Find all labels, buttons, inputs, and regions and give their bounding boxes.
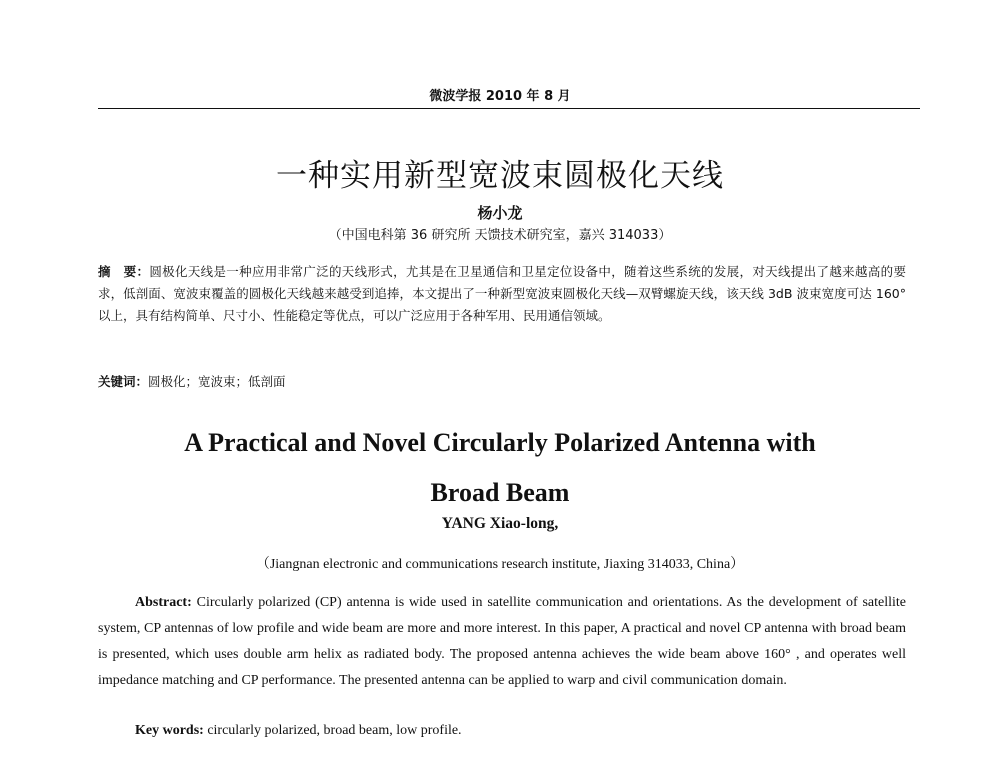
- chinese-keywords-label: 关键词：: [98, 374, 149, 389]
- chinese-abstract-label: 摘 要：: [98, 264, 150, 279]
- chinese-title: 一种实用新型宽波束圆极化天线: [276, 158, 724, 194]
- english-abstract: [98, 590, 906, 694]
- english-title-line-1: A Practical and Novel Circularly Polarized Antenna with: [184, 428, 816, 457]
- chinese-abstract: [98, 261, 906, 327]
- english-title: [0, 418, 1000, 518]
- running-header: 微波学报 2010 年 8 月: [429, 89, 571, 104]
- english-keywords: [135, 718, 905, 744]
- english-keywords-label: Key words:: [135, 723, 204, 738]
- english-keywords-text: circularly polarized, broad beam, low profile.: [203, 723, 462, 738]
- chinese-author: 杨小龙: [477, 204, 523, 222]
- header-rule: [98, 108, 920, 109]
- english-affiliation: （Jiangnan electronic and communications research institute, Jiaxing 314033, China）: [255, 557, 745, 572]
- english-title-line-2: Broad Beam: [430, 478, 570, 507]
- chinese-abstract-text: 圆极化天线是一种应用非常广泛的天线形式，尤其是在卫星通信和卫星定位设备中，随着这些系统的发展，对天线提出了越来越高的要求，低剖面、宽波束覆盖的圆极化天线越来越受到追捧，本文提出了一种新型宽波束圆极化天线—双臂螺旋天线，该天线 3dB 波束宽度可达 160° 以上，具有结构简单、尺寸小、性能稳定等优点，可以广泛应用于各种军用、民用通信领域。: [98, 264, 906, 323]
- english-author: YANG Xiao-long,: [441, 515, 559, 532]
- english-abstract-text: Circularly polarized (CP) antenna is wide used in satellite communication and orientations. As the development of satellite system, CP antennas of low profile and wide beam are more and more interest. In this paper, A practical and novel CP antenna with broad beam is presented, which uses double arm helix as radiated body. The proposed antenna achieves the wide beam above 160° , and operates well impedance matching and CP performance. The presented antenna can be applied to warp and civil communication domain.: [98, 595, 906, 688]
- chinese-affiliation: （中国电科第 36 研究所 天馈技术研究室，嘉兴 314033）: [328, 228, 672, 243]
- chinese-keywords: [98, 371, 906, 393]
- chinese-keywords-text: 圆极化；宽波束；低剖面: [148, 374, 286, 389]
- english-abstract-label: Abstract:: [135, 595, 192, 610]
